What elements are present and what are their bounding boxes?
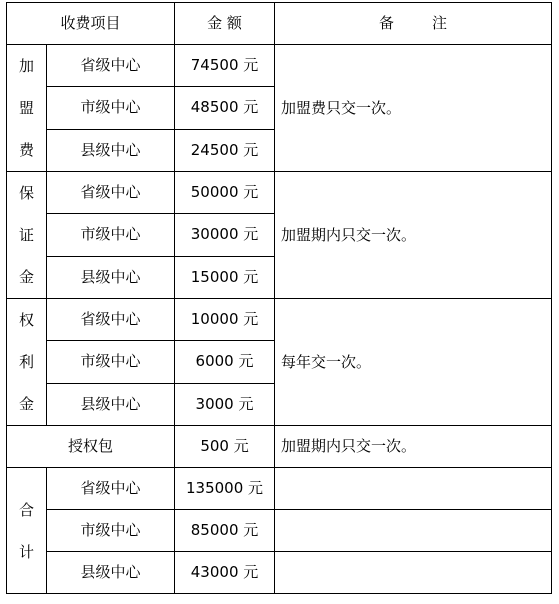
group-label-total <box>7 468 47 594</box>
group-char: 加 <box>18 57 34 75</box>
header-note-left: 备 <box>379 14 395 32</box>
table-row <box>7 510 552 552</box>
amount-cell: 135000 元 <box>175 468 275 510</box>
level-cell: 县级中心 <box>47 552 175 594</box>
group-label-royalty <box>7 299 47 426</box>
license-row <box>7 426 552 468</box>
amount-cell: 3000 元 <box>175 383 275 425</box>
amount-cell: 74500 元 <box>175 45 275 87</box>
license-label: 授权包 <box>7 426 175 468</box>
table-row <box>7 45 552 87</box>
group-char: 合 <box>18 500 34 519</box>
group-char: 证 <box>18 226 34 244</box>
amount-cell: 43000 元 <box>175 552 275 594</box>
level-cell: 县级中心 <box>47 383 175 425</box>
table-row <box>7 552 552 594</box>
note-cell-empty <box>275 510 552 552</box>
header-note-right: 注 <box>432 14 448 32</box>
group-char: 金 <box>18 268 34 286</box>
group-char: 金 <box>18 395 34 413</box>
note-cell-empty <box>275 468 552 510</box>
note-cell: 每年交一次。 <box>275 299 552 426</box>
level-cell: 县级中心 <box>47 256 175 298</box>
level-cell: 市级中心 <box>47 510 175 552</box>
level-cell: 市级中心 <box>47 341 175 383</box>
level-cell: 省级中心 <box>47 45 175 87</box>
group-char: 权 <box>18 311 34 329</box>
group-char: 费 <box>18 141 34 159</box>
table-row <box>7 468 552 510</box>
amount-cell: 24500 元 <box>175 129 275 171</box>
note-cell: 加盟期内只交一次。 <box>275 426 552 468</box>
table-row <box>7 299 552 341</box>
group-char: 利 <box>18 353 34 371</box>
group-label-deposit <box>7 172 47 299</box>
level-cell: 省级中心 <box>47 299 175 341</box>
amount-cell: 50000 元 <box>175 172 275 214</box>
note-cell-empty <box>275 552 552 594</box>
amount-cell: 500 元 <box>175 426 275 468</box>
level-cell: 市级中心 <box>47 87 175 129</box>
group-char: 计 <box>18 542 34 561</box>
amount-cell: 85000 元 <box>175 510 275 552</box>
group-label-franchise-fee <box>7 45 47 172</box>
level-cell: 省级中心 <box>47 468 175 510</box>
fee-table <box>6 2 552 594</box>
level-cell: 省级中心 <box>47 172 175 214</box>
header-item: 收费项目 <box>7 3 175 45</box>
amount-cell: 30000 元 <box>175 214 275 256</box>
level-cell: 市级中心 <box>47 214 175 256</box>
header-amount: 金 额 <box>175 3 275 45</box>
level-cell: 县级中心 <box>47 129 175 171</box>
amount-cell: 10000 元 <box>175 299 275 341</box>
header-note <box>275 3 552 45</box>
amount-cell: 48500 元 <box>175 87 275 129</box>
amount-cell: 15000 元 <box>175 256 275 298</box>
note-cell: 加盟期内只交一次。 <box>275 172 552 299</box>
group-char: 保 <box>18 184 34 202</box>
table-row <box>7 172 552 214</box>
header-row <box>7 3 552 45</box>
group-char: 盟 <box>18 99 34 117</box>
amount-cell: 6000 元 <box>175 341 275 383</box>
note-cell: 加盟费只交一次。 <box>275 45 552 172</box>
